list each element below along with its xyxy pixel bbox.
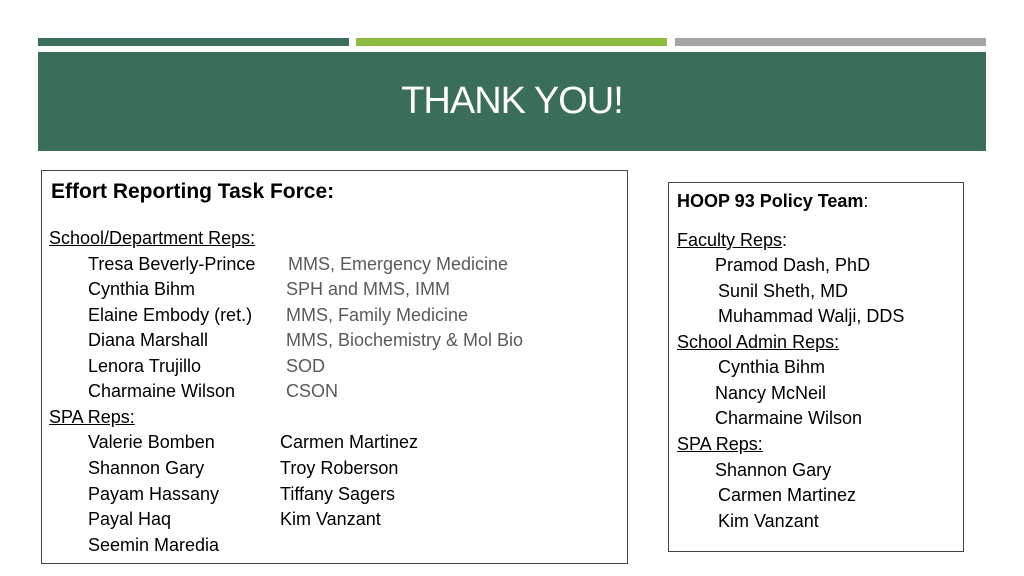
accent-bar-gray (675, 38, 986, 46)
admin-rep-name: Cynthia Bihm (718, 357, 826, 377)
spa-reps-label: SPA Reps: (677, 434, 763, 454)
policy-team-title: HOOP 93 Policy Team (677, 191, 864, 211)
school-rep-unit: MMS, Family Medicine (286, 305, 469, 325)
school-rep-unit: MMS, Biochemistry & Mol Bio (286, 330, 524, 350)
spa-rep-name: Carmen Martinez (280, 432, 419, 452)
spa-rep-name: Kim Vanzant (718, 511, 819, 531)
spa-rep-name: Payam Hassany (88, 484, 220, 504)
school-rep-name: Lenora Trujillo (88, 356, 202, 376)
task-force-box (41, 170, 628, 564)
school-rep-unit: SPH and MMS, IMM (286, 279, 451, 299)
admin-reps-label: School Admin Reps: (677, 332, 840, 352)
school-rep-name: Diana Marshall (88, 330, 209, 350)
faculty-rep-name: Pramod Dash, PhD (715, 255, 871, 275)
spa-rep-name: Shannon Gary (88, 458, 205, 478)
spa-rep-name: Kim Vanzant (280, 509, 381, 529)
spa-rep-name: Seemin Maredia (88, 535, 220, 555)
school-rep-name: Charmaine Wilson (88, 381, 236, 401)
school-rep-name: Elaine Embody (ret.) (88, 305, 253, 325)
slide-title: THANK YOU! (401, 80, 623, 122)
school-rep-unit: SOD (286, 356, 326, 376)
faculty-rep-name: Muhammad Walji, DDS (718, 306, 905, 326)
school-rep-name: Tresa Beverly-Prince (88, 254, 256, 274)
task-force-heading: Effort Reporting Task Force: (51, 180, 335, 203)
faculty-reps-label-text: Faculty Reps (677, 230, 783, 250)
spa-rep-name: Troy Roberson (280, 458, 399, 478)
school-rep-unit: CSON (286, 381, 339, 401)
faculty-reps-colon: : (782, 230, 788, 250)
spa-rep-name: Payal Haq (88, 509, 172, 529)
policy-team-heading (677, 192, 868, 210)
admin-rep-name: Charmaine Wilson (715, 408, 863, 428)
school-rep-name: Cynthia Bihm (88, 279, 196, 299)
accent-bar-dark-green (38, 38, 349, 46)
spa-rep-name: Tiffany Sagers (280, 484, 396, 504)
policy-team-box (668, 182, 964, 552)
spa-rep-name: Shannon Gary (715, 460, 832, 480)
school-rep-unit: MMS, Emergency Medicine (288, 254, 509, 274)
school-reps-label: School/Department Reps: (49, 228, 256, 248)
accent-bar-light-green (356, 38, 667, 46)
admin-rep-name: Nancy McNeil (715, 383, 827, 403)
faculty-reps-label (677, 231, 787, 249)
spa-reps-label: SPA Reps: (49, 407, 135, 427)
spa-rep-name: Carmen Martinez (718, 485, 857, 505)
policy-team-colon: : (863, 191, 869, 211)
title-banner (38, 52, 986, 151)
spa-rep-name: Valerie Bomben (88, 432, 215, 452)
faculty-rep-name: Sunil Sheth, MD (718, 281, 849, 301)
